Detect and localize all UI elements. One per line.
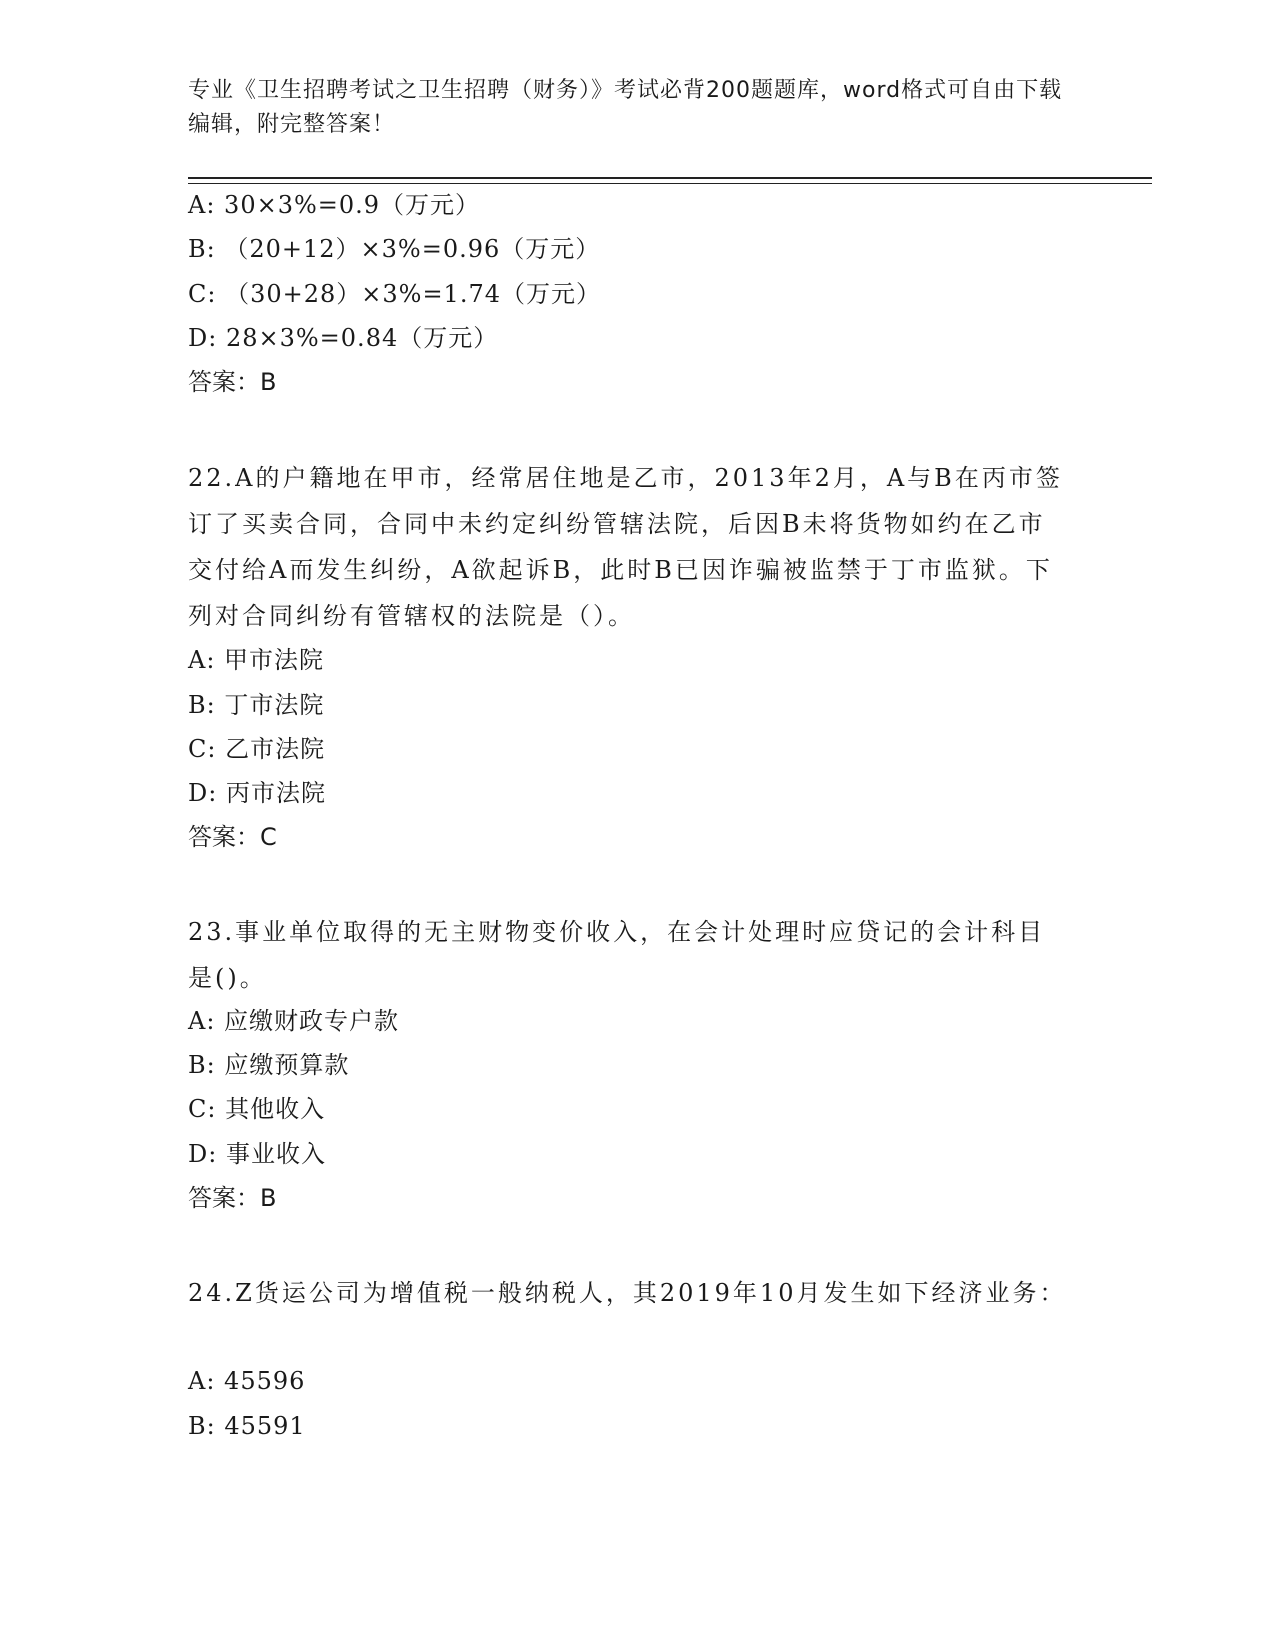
q23-option-c: C: 其他收入	[188, 1095, 326, 1123]
q21-option-c: C: （30+28）×3%=1.74（万元）	[188, 280, 601, 308]
q21-option-b: B: （20+12）×3%=0.96（万元）	[188, 235, 601, 263]
q24-option-b: B: 45591	[188, 1412, 306, 1440]
q23-question: 23.事业单位取得的无主财物变价收入，在会计处理时应贷记的会计科目是()。	[188, 918, 1046, 992]
header-divider-thin	[188, 183, 1152, 184]
q24-option-a: A: 45596	[188, 1367, 306, 1395]
q22-option-b: B: 丁市法院	[188, 691, 325, 719]
q23-option-a: A: 应缴财政专户款	[188, 1007, 400, 1035]
document-header: 专业《卫生招聘考试之卫生招聘（财务）》考试必背200题题库，word格式可自由下载编辑，附完整答案！	[188, 78, 1063, 137]
q21-answer: 答案：B	[188, 368, 277, 396]
q22-option-c: C: 乙市法院	[188, 735, 326, 763]
q23-answer: 答案：B	[188, 1184, 277, 1212]
q22-option-d: D: 丙市法院	[188, 779, 326, 807]
q21-option-a: A: 30×3%=0.9（万元）	[188, 191, 481, 219]
q22-answer: 答案：C	[188, 823, 277, 851]
q21-option-d: D: 28×3%=0.84（万元）	[188, 324, 499, 352]
q22-question: 22.A的户籍地在甲市，经常居住地是乙市，2013年2月，A与B在丙市签订了买卖合同，合同中未约定纠纷管辖法院，后因B未将货物如约在乙市交付给A而发生纠纷，A欲起诉B，此时B已因诈骗被监禁于丁市监狱。下列对合同纠纷有管辖权的法院是（）。	[188, 464, 1063, 630]
q24-question: 24.Z货运公司为增值税一般纳税人，其2019年10月发生如下经济业务：	[188, 1279, 1067, 1307]
q23-option-d: D: 事业收入	[188, 1140, 326, 1168]
header-divider	[188, 177, 1152, 179]
q23-option-b: B: 应缴预算款	[188, 1051, 350, 1079]
q22-option-a: A: 甲市法院	[188, 646, 325, 674]
